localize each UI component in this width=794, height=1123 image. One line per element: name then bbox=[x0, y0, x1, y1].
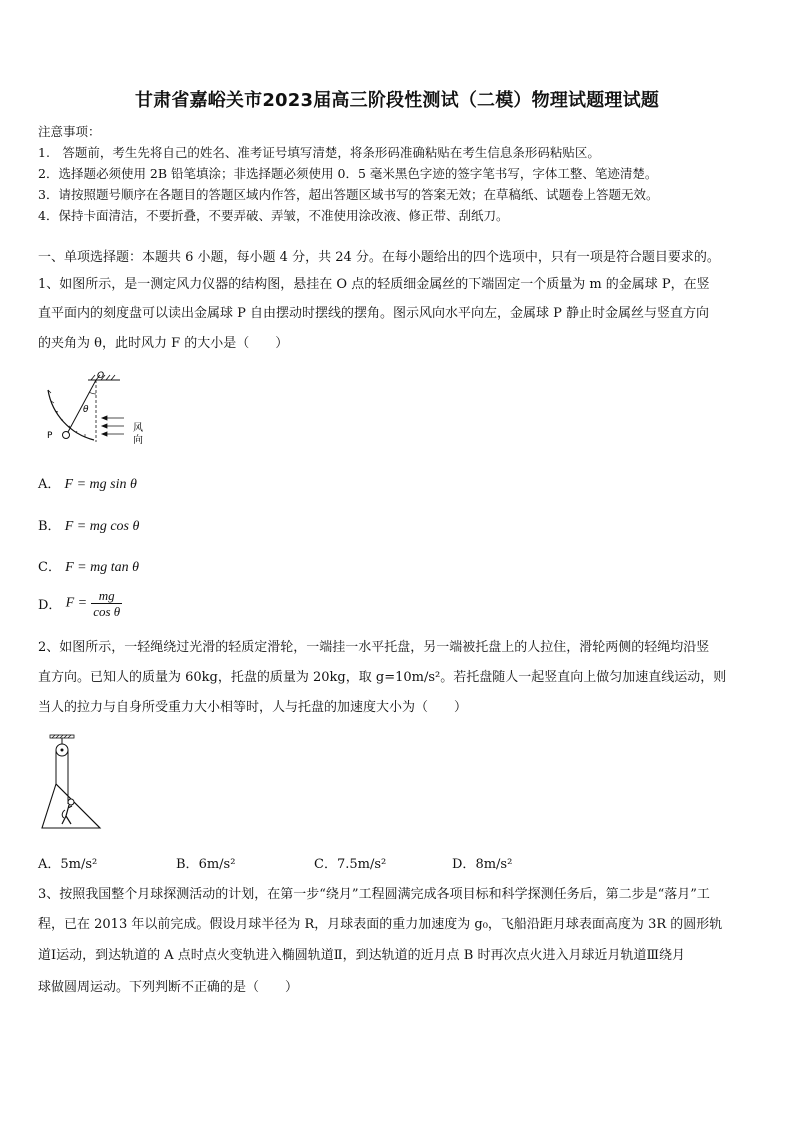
q3-line-2: 程，已在 2013 年以前完成。假设月球半径为 R，月球表面的重力加速度为 g₀，飞船沿距月球表面高度为 3R 的圆形轨 bbox=[38, 917, 723, 932]
q1-option-c-formula: F = mg tan θ bbox=[65, 560, 139, 575]
q1-option-a[interactable] bbox=[38, 473, 137, 493]
q2-line-1: 2、如图所示，一轻绳绕过光滑的轻质定滑轮，一端挂一水平托盘，另一端被托盘上的人拉住，滑轮两侧的轻绳均沿竖 bbox=[38, 640, 710, 655]
q1-option-d-label: D． bbox=[38, 598, 62, 613]
wind-instrument-figure bbox=[36, 368, 156, 448]
q1-line-3: 的夹角为 θ，此时风力 F 的大小是（ ） bbox=[38, 336, 289, 351]
q3-line-4: 球做圆周运动。下列判断不正确的是（ ） bbox=[38, 980, 299, 995]
q2-option-c[interactable] bbox=[314, 853, 386, 872]
q3-line-3: 道Ⅰ运动，到达轨道的 A 点时点火变轨进入椭圆轨道Ⅱ，到达轨道的近月点 B 时再次点火进入月球近月轨道Ⅲ绕月 bbox=[38, 948, 685, 963]
q1-option-a-formula: F = mg sin θ bbox=[64, 477, 137, 492]
fraction-numerator: mg bbox=[91, 588, 122, 604]
pulley-figure bbox=[38, 732, 106, 832]
q1-option-d-lhs: F = bbox=[65, 595, 88, 611]
q1-line-2: 直平面内的刻度盘可以读出金属球 P 自由摆动时摆线的摆角。图示风向水平向左，金属球 P 静止时金属丝与竖直方向 bbox=[38, 306, 710, 321]
q2-line-3: 当人的拉力与自身所受重力大小相等时，人与托盘的加速度大小为（ ） bbox=[38, 700, 468, 715]
q2-option-b-label: B． bbox=[176, 857, 199, 872]
q1-option-c-label: C． bbox=[38, 560, 61, 575]
label-wind-2: 向 bbox=[133, 435, 143, 446]
q2-option-b[interactable] bbox=[176, 853, 235, 872]
q2-option-d[interactable] bbox=[452, 853, 512, 872]
notice-heading: 注意事项： bbox=[38, 124, 101, 139]
q3-line-1: 3、按照我国整个月球探测活动的计划，在第一步“绕月”工程圆满完成各项目标和科学探测任务后，第二步是“落月”工 bbox=[38, 887, 710, 902]
q1-option-d-fraction bbox=[91, 588, 122, 619]
section-heading: 一、单项选择题：本题共 6 小题，每小题 4 分，共 24 分。在每小题给出的四个选项中，只有一项是符合题目要求的。 bbox=[38, 250, 720, 265]
q1-option-b-label: B． bbox=[38, 519, 61, 534]
page-title: 甘肃省嘉峪关市2023届高三阶段性测试（二模）物理试题理试题 bbox=[134, 90, 660, 111]
q2-option-b-value: 6m/s² bbox=[198, 857, 236, 872]
notice-item-2: 2．选择题必须使用 2B 铅笔填涂；非选择题必须使用 0．5 毫米黑色字迹的签字笔书写，字体工整、笔迹清楚。 bbox=[38, 166, 658, 181]
q2-option-a[interactable] bbox=[38, 853, 97, 872]
q2-option-c-label: C． bbox=[314, 857, 337, 872]
label-o: O bbox=[97, 371, 105, 381]
q1-option-d[interactable] bbox=[38, 588, 122, 619]
label-wind-1: 风 bbox=[133, 423, 143, 434]
q1-line-1: 1、如图所示，是一测定风力仪器的结构图，悬挂在 O 点的轻质细金属丝的下端固定一个质量为 m 的金属球 P，在竖 bbox=[38, 277, 710, 292]
notice-item-1: 1. 答题前，考生先将自己的姓名、准考证号填写清楚，将条形码准确粘贴在考生信息条形码粘贴区。 bbox=[38, 145, 600, 160]
label-theta: θ bbox=[83, 405, 89, 415]
q1-option-b[interactable] bbox=[38, 515, 139, 535]
q2-option-d-value: 8m/s² bbox=[475, 857, 513, 872]
q2-option-d-label: D． bbox=[452, 857, 476, 872]
q2-option-a-value: 5m/s² bbox=[60, 857, 98, 872]
label-p: P bbox=[47, 431, 53, 441]
notice-item-3: 3．请按照题号顺序在各题目的答题区域内作答，超出答题区域书写的答案无效；在草稿纸、试题卷上答题无效。 bbox=[38, 187, 659, 202]
q1-option-b-formula: F = mg cos θ bbox=[64, 519, 140, 534]
q2-line-2: 直方向。已知人的质量为 60kg，托盘的质量为 20kg，取 g=10m/s²。若托盘随人一起竖直向上做匀加速直线运动，则 bbox=[38, 670, 727, 685]
fraction-denominator: cos θ bbox=[93, 604, 121, 619]
q2-option-c-value: 7.5m/s² bbox=[336, 857, 387, 872]
q1-option-a-label: A． bbox=[38, 477, 61, 492]
notice-item-4: 4．保持卡面清洁，不要折叠，不要弄破、弄皱，不准使用涂改液、修正带、刮纸刀。 bbox=[38, 208, 509, 223]
q2-option-a-label: A． bbox=[38, 857, 61, 872]
q1-option-c[interactable] bbox=[38, 556, 139, 576]
